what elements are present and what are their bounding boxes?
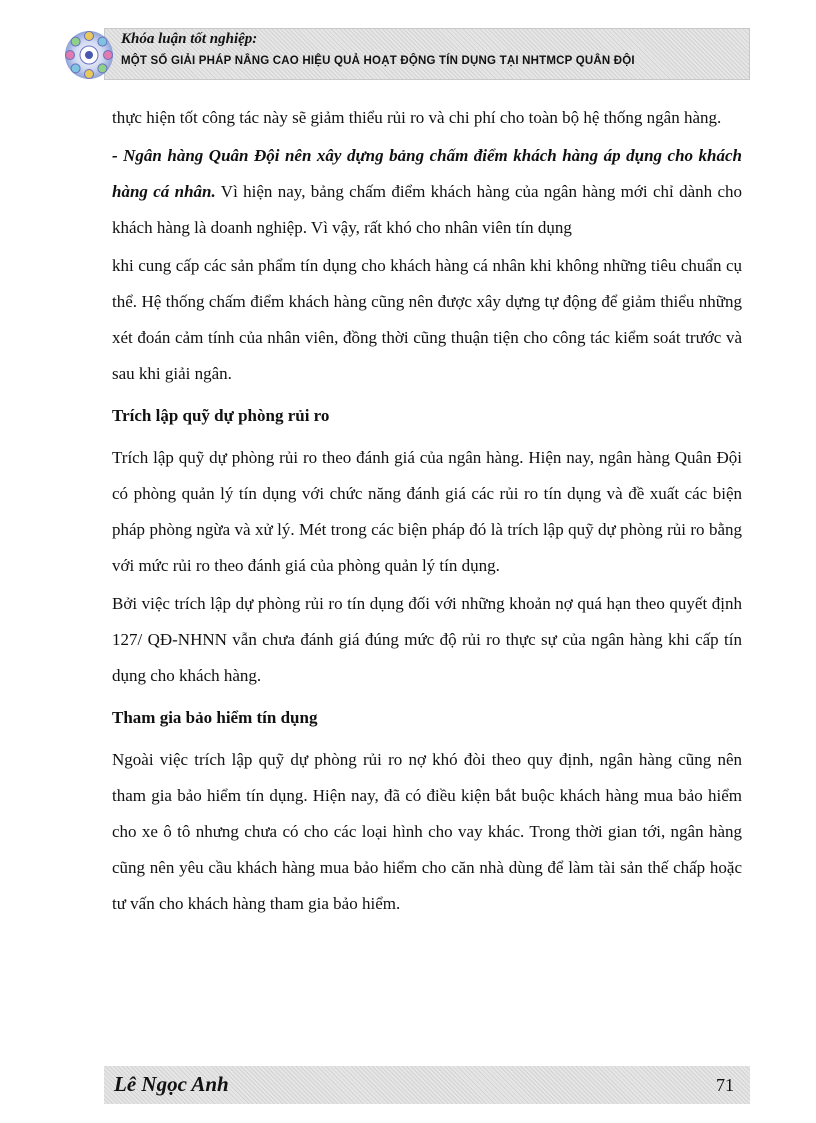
paragraph-2-bold-lead: - Ngân hàng Quân Đội nên xây dựng bảng chấm điểm khách hàng áp dụng cho khách hàng cá nhân. [112, 146, 742, 201]
paragraph-3: khi cung cấp các sản phẩm tín dụng cho khách hàng cá nhân khi không những tiêu chuẩn cụ thể. Hệ thống chấm điểm khách hàng cũng nên được xây dựng tự động để giảm thiểu những xét đoán cảm tính của nhân viên, đồng thời cũng thuận tiện cho công tác kiểm soát trước và sau khi giải ngân. [112, 256, 742, 383]
paragraph-2-rest: Vì hiện nay, bảng chấm điểm khách hàng của ngân hàng mới chỉ dành cho khách hàng là doanh nghiệp. Vì vậy, rất khó cho nhân viên tín dụng [112, 182, 742, 237]
paragraph-4: Trích lập quỹ dự phòng rủi ro theo đánh giá của ngân hàng. Hiện nay, ngân hàng Quân Đội có phòng quản lý tín dụng với chức năng đánh giá các rủi ro tín dụng và đề xuất các biện pháp phòng ngừa và xử lý. Mét trong các biện pháp đó là trích lập quỹ dự phòng rủi ro bằng với mức rủi ro theo đánh giá của phòng quản lý tín dụng. [112, 448, 742, 575]
paragraph-2 [112, 138, 742, 246]
header-title: Khóa luận tốt nghiệp: [121, 31, 258, 47]
footer-author: Lê Ngọc Anh [114, 1072, 229, 1096]
section-heading-insurance: Tham gia bảo hiểm tín dụng [112, 708, 318, 727]
header-subtitle: MỘT SỐ GIẢI PHÁP NÂNG CAO HIỆU QUẢ HOẠT ĐỘNG TÍN DỤNG TẠI NHTMCP QUÂN ĐỘI [121, 55, 635, 67]
paragraph-1: thực hiện tốt công tác này sẽ giảm thiểu rủi ro và chi phí cho toàn bộ hệ thống ngân hàng. [112, 108, 722, 127]
section-heading-reserve: Trích lập quỹ dự phòng rủi ro [112, 406, 330, 425]
paragraph-6: Ngoài việc trích lập quỹ dự phòng rủi ro nợ khó đòi theo quy định, ngân hàng cũng nên tham gia bảo hiểm tín dụng. Hiện nay, đã có điều kiện bắt buộc khách hàng mua bảo hiểm cho xe ô tô nhưng chưa có cho các loại hình cho vay khác. Trong thời gian tới, ngân hàng cũng nên yêu cầu khách hàng mua bảo hiểm cho căn nhà dùng để làm tài sản thế chấp hoặc tư vấn cho khách hàng tham gia bảo hiểm. [112, 750, 742, 913]
page-header [104, 28, 750, 80]
page-number: 71 [716, 1075, 734, 1095]
page-footer [104, 1066, 750, 1104]
paragraph-5: Bởi việc trích lập dự phòng rủi ro tín dụng đối với những khoản nợ quá hạn theo quyết định 127/ QĐ-NHNN vẫn chưa đánh giá đúng mức độ rủi ro thực sự của ngân hàng khi cấp tín dụng cho khách hàng. [112, 594, 742, 685]
document-body [112, 100, 742, 922]
logo-wheel-icon [64, 30, 114, 80]
